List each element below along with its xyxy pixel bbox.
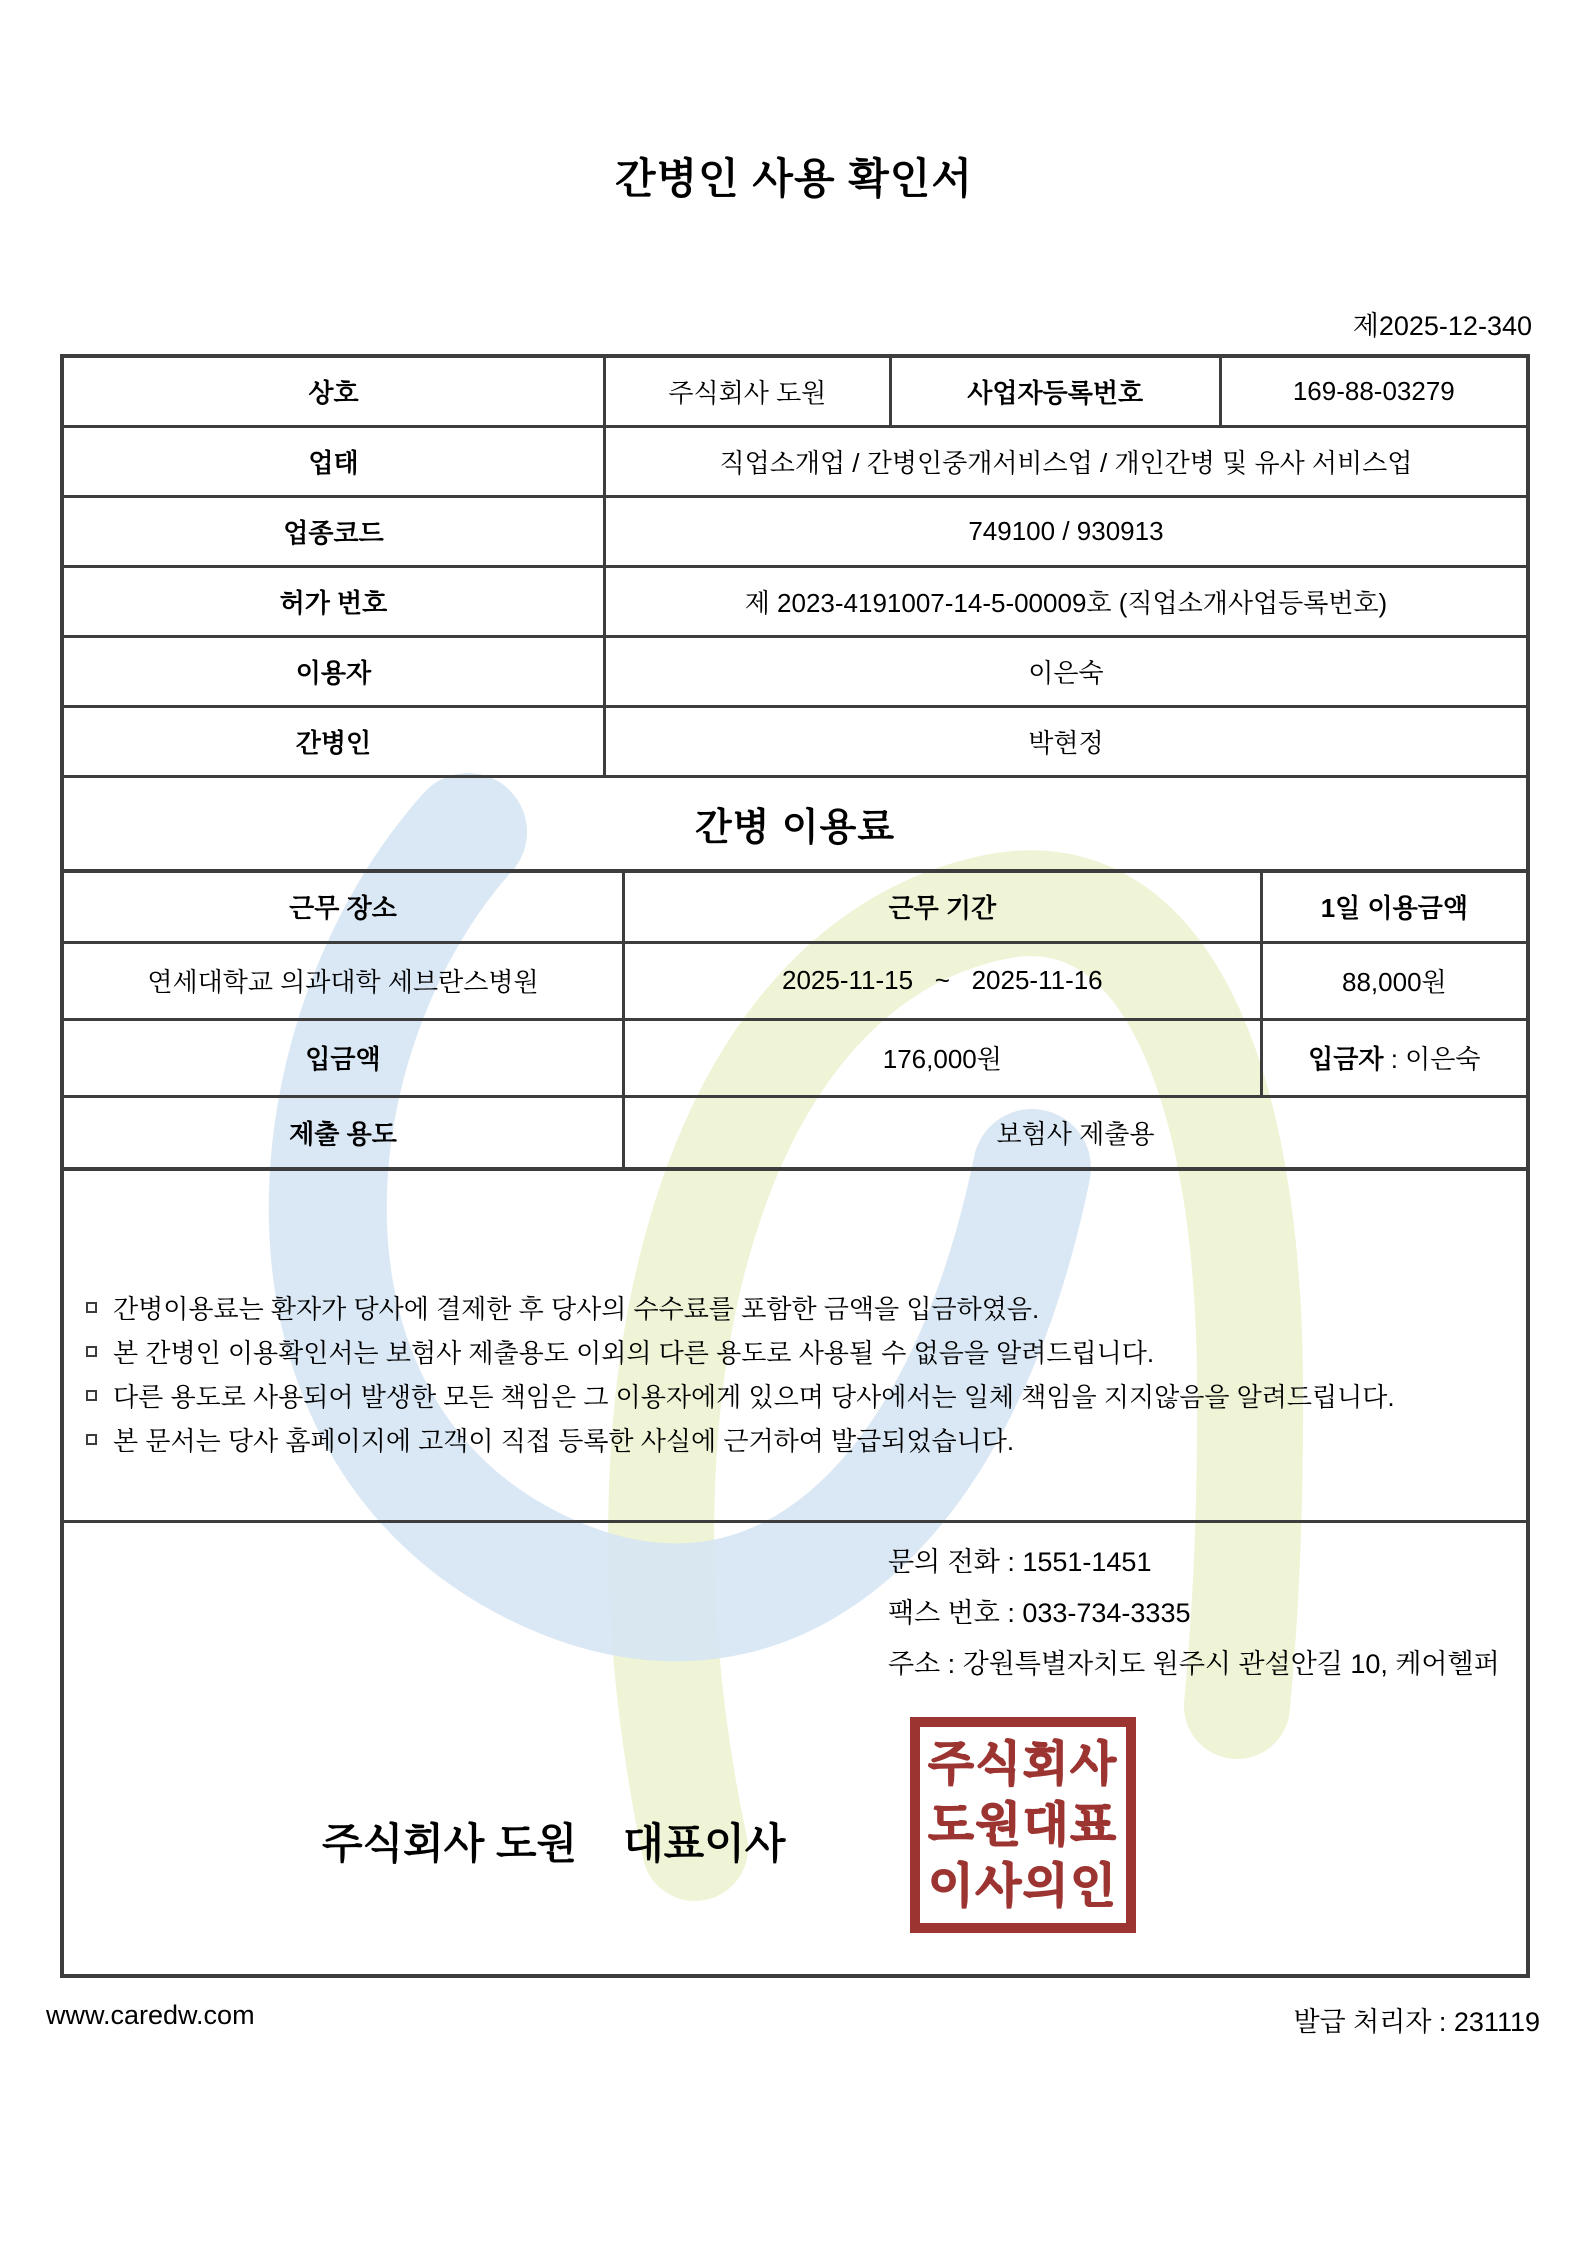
table-row <box>62 496 1528 566</box>
value-company-name: 주식회사 도원 <box>604 356 890 426</box>
value-submission-purpose: 보험사 제출용 <box>623 1096 1528 1169</box>
value-deposit-amount: 176,000원 <box>623 1019 1261 1096</box>
label-deposit-amount: 입금액 <box>62 1019 623 1096</box>
table-row <box>62 706 1528 776</box>
table-row <box>62 1096 1528 1169</box>
value-industry-code: 749100 / 930913 <box>604 496 1528 566</box>
signature-line <box>322 1811 785 1871</box>
value-business-reg-no: 169-88-03279 <box>1220 356 1528 426</box>
table-row <box>62 1019 1528 1096</box>
value-permit-number: 제 2023-4191007-14-5-00009호 (직업소개사업등록번호) <box>604 566 1528 636</box>
page-title: 간병인 사용 확인서 <box>615 155 973 202</box>
table-row <box>62 871 1528 942</box>
note-text: 본 문서는 당사 홈페이지에 고객이 직접 등록한 사실에 근거하여 발급되었습니다. <box>113 1426 1015 1456</box>
table-row <box>62 636 1528 706</box>
depositor-cell <box>1261 1019 1528 1096</box>
contact-address: 주소 : 강원특별자치도 원주시 관설안길 10, 케어헬퍼 <box>888 1648 1500 1679</box>
table-row <box>62 426 1528 496</box>
notes-section <box>62 1169 1528 1521</box>
note-text: 본 간병인 이용확인서는 보험사 제출용도 이외의 다른 용도로 사용될 수 없음을 알려드립니다. <box>113 1338 1155 1368</box>
document-number: 제2025-12-340 <box>1352 311 1532 341</box>
value-user: 이은숙 <box>604 636 1528 706</box>
col-work-period: 근무 기간 <box>623 871 1261 942</box>
value-depositor: : 이은숙 <box>1383 1044 1481 1074</box>
note-text: 다른 용도로 사용되어 발생한 모든 책임은 그 이용자에게 있으며 당사에서는 일체 책임을 지지않음을 알려드립니다. <box>113 1382 1395 1412</box>
contact-phone: 문의 전화 : 1551-1451 <box>888 1546 1152 1577</box>
seal-line: 이사의인 <box>928 1858 1118 1912</box>
label-submission-purpose: 제출 용도 <box>62 1096 623 1169</box>
square-bullet-icon <box>86 1346 97 1357</box>
square-bullet-icon <box>86 1302 97 1313</box>
label-business-reg-no: 사업자등록번호 <box>890 356 1220 426</box>
table-row <box>62 1169 1528 1521</box>
table-row <box>62 356 1528 426</box>
label-industry-code: 업종코드 <box>62 496 604 566</box>
contact-block <box>888 1537 1500 1690</box>
note-item <box>84 1419 1498 1463</box>
square-bullet-icon <box>86 1390 97 1401</box>
table-row <box>62 566 1528 636</box>
col-daily-fee: 1일 이용금액 <box>1261 871 1528 942</box>
signature-ceo-title: 대표이사 <box>623 1819 786 1867</box>
footer-issuer: 발급 처리자 : 231119 <box>1293 2007 1540 2037</box>
note-text: 간병이용료는 환자가 당사에 결제한 후 당사의 수수료를 포함한 금액을 입금하였음. <box>113 1294 1040 1324</box>
corporate-seal <box>910 1717 1136 1933</box>
label-company-name: 상호 <box>62 356 604 426</box>
note-item <box>84 1287 1498 1331</box>
company-info-table <box>60 354 1530 873</box>
value-work-place: 연세대학교 의과대학 세브란스병원 <box>62 942 623 1019</box>
label-permit-number: 허가 번호 <box>62 566 604 636</box>
contact-fax: 팩스 번호 : 033-734-3335 <box>888 1597 1191 1628</box>
label-depositor: 입금자 <box>1308 1044 1384 1074</box>
footer-website: www.caredw.com <box>46 2000 255 2030</box>
seal-line: 주식회사 <box>928 1737 1118 1791</box>
signature-section <box>62 1521 1528 1976</box>
value-work-period: 2025-11-15 ~ 2025-11-16 <box>623 942 1261 1019</box>
fee-section-title: 간병 이용료 <box>62 776 1528 871</box>
col-work-place: 근무 장소 <box>62 871 623 942</box>
table-row <box>62 776 1528 871</box>
table-row <box>62 1521 1528 1976</box>
care-fee-table <box>60 869 1530 1171</box>
label-user: 이용자 <box>62 636 604 706</box>
seal-line: 도원대표 <box>928 1798 1118 1851</box>
table-row <box>62 942 1528 1019</box>
signature-company-name: 주식회사 도원 <box>322 1819 578 1867</box>
notes-and-signature-table <box>60 1167 1530 1978</box>
page-footer <box>46 2000 1540 2039</box>
value-business-type: 직업소개업 / 간병인중개서비스업 / 개인간병 및 유사 서비스업 <box>604 426 1528 496</box>
label-caregiver: 간병인 <box>62 706 604 776</box>
label-business-type: 업태 <box>62 426 604 496</box>
value-daily-fee: 88,000원 <box>1261 942 1528 1019</box>
value-caregiver: 박현정 <box>604 706 1528 776</box>
note-item <box>84 1375 1498 1419</box>
note-item <box>84 1331 1498 1375</box>
square-bullet-icon <box>86 1434 97 1445</box>
